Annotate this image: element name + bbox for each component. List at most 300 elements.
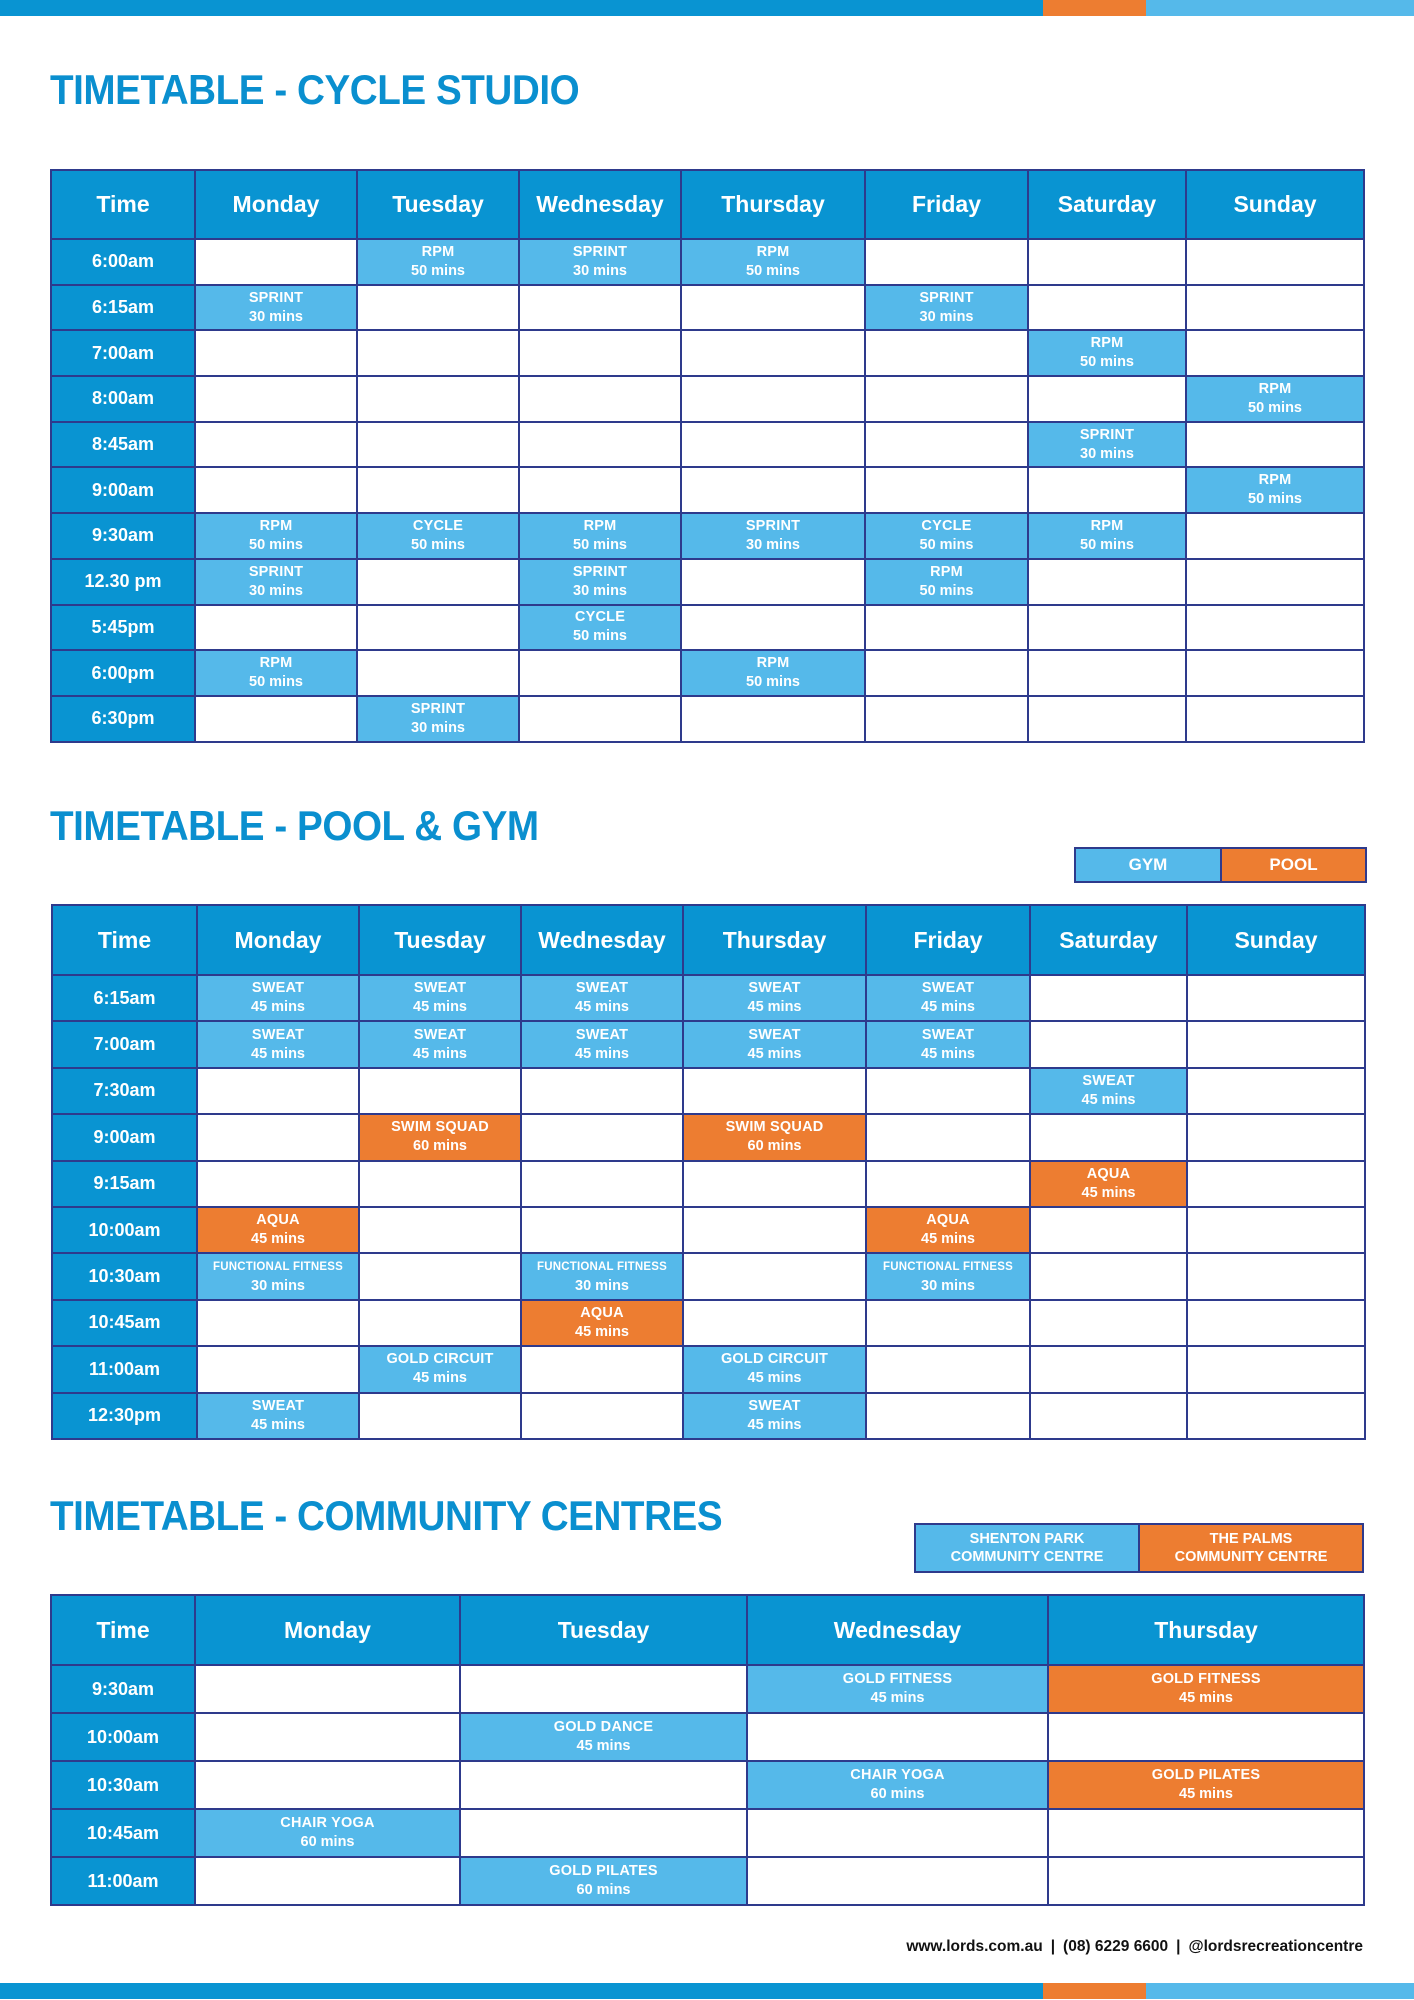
empty-slot: [197, 1114, 359, 1160]
time-slot: 10:45am: [51, 1809, 195, 1857]
class-name: SWEAT: [251, 1397, 305, 1414]
time-slot: 12.30 pm: [51, 559, 195, 605]
table-row: [52, 1161, 1365, 1207]
legend-shenton-park: [916, 1525, 1138, 1571]
class-duration: 30 mins: [746, 536, 800, 553]
class-duration: 45 mins: [413, 999, 467, 1016]
class-slot[interactable]: [1186, 376, 1364, 422]
empty-slot: [359, 1253, 521, 1299]
empty-slot: [683, 1161, 866, 1207]
class-duration: 50 mins: [919, 536, 974, 553]
empty-slot: [195, 605, 357, 651]
class-name: SWEAT: [1082, 1072, 1135, 1089]
empty-slot: [1030, 1346, 1187, 1392]
class-slot[interactable]: [681, 239, 865, 285]
class-duration: 45 mins: [251, 999, 305, 1016]
column-header-tuesday: Tuesday: [359, 905, 521, 975]
column-header-thursday: Thursday: [681, 170, 865, 239]
column-header-monday: Monday: [195, 170, 357, 239]
empty-slot: [1030, 1114, 1187, 1160]
empty-slot: [1028, 605, 1186, 651]
legend-palms-line1: THE PALMS: [1209, 1531, 1293, 1547]
empty-slot: [1028, 376, 1186, 422]
class-duration: 60 mins: [300, 1834, 355, 1850]
column-header-thursday: Thursday: [1048, 1595, 1364, 1665]
class-slot[interactable]: [460, 1857, 747, 1905]
empty-slot: [357, 330, 519, 376]
class-duration: 50 mins: [1080, 536, 1134, 553]
class-name: SPRINT: [410, 700, 466, 717]
time-slot: 7:00am: [52, 1021, 197, 1067]
class-slot[interactable]: [747, 1761, 1048, 1809]
time-slot: 9:30am: [51, 1665, 195, 1713]
empty-slot: [519, 285, 681, 331]
column-header-sunday: Sunday: [1186, 170, 1364, 239]
empty-slot: [1186, 239, 1364, 285]
class-slot[interactable]: [521, 1021, 683, 1067]
empty-slot: [1048, 1809, 1364, 1857]
empty-slot: [521, 1114, 683, 1160]
class-name: CYCLE: [412, 517, 464, 534]
class-name: SWEAT: [251, 1026, 305, 1043]
column-header-wednesday: Wednesday: [747, 1595, 1048, 1665]
class-name: RPM: [583, 517, 617, 534]
class-name: RPM: [1090, 335, 1124, 352]
empty-slot: [681, 467, 865, 513]
class-name: SWEAT: [748, 980, 801, 997]
class-slot[interactable]: [460, 1713, 747, 1761]
class-duration: 30 mins: [251, 1277, 305, 1294]
class-duration: 45 mins: [747, 1045, 802, 1062]
empty-slot: [1186, 650, 1364, 696]
empty-slot: [195, 1665, 460, 1713]
table-row: [52, 1207, 1365, 1253]
empty-slot: [1187, 1346, 1365, 1392]
class-duration: 45 mins: [747, 999, 802, 1016]
empty-slot: [521, 1346, 683, 1392]
class-slot[interactable]: [519, 605, 681, 651]
empty-slot: [866, 1068, 1030, 1114]
empty-slot: [1187, 1207, 1365, 1253]
class-slot[interactable]: [197, 1021, 359, 1067]
empty-slot: [1048, 1857, 1364, 1905]
class-slot[interactable]: [1030, 1161, 1187, 1207]
class-slot[interactable]: [521, 975, 683, 1021]
empty-slot: [519, 422, 681, 468]
class-slot[interactable]: [1048, 1665, 1364, 1713]
time-slot: 6:15am: [51, 285, 195, 331]
empty-slot: [357, 650, 519, 696]
empty-slot: [357, 376, 519, 422]
table-row: [51, 1761, 1364, 1809]
separator: |: [1050, 1938, 1056, 1955]
class-name: AQUA: [926, 1212, 970, 1229]
empty-slot: [747, 1857, 1048, 1905]
class-slot[interactable]: [683, 1114, 866, 1160]
column-header-sunday: Sunday: [1187, 905, 1365, 975]
class-duration: 30 mins: [249, 582, 303, 599]
class-duration: 30 mins: [919, 308, 974, 325]
class-slot[interactable]: [1028, 330, 1186, 376]
class-name: AQUA: [256, 1212, 300, 1229]
empty-slot: [519, 696, 681, 742]
empty-slot: [866, 1300, 1030, 1346]
class-slot[interactable]: [865, 559, 1028, 605]
class-slot[interactable]: [1028, 513, 1186, 559]
top-color-bar: [0, 0, 1414, 16]
table-row: [51, 239, 1364, 285]
empty-slot: [865, 330, 1028, 376]
empty-slot: [195, 330, 357, 376]
class-slot[interactable]: [195, 1809, 460, 1857]
empty-slot: [865, 422, 1028, 468]
column-header-friday: Friday: [865, 170, 1028, 239]
class-duration: 50 mins: [919, 582, 974, 599]
table-row: [52, 1300, 1365, 1346]
social-handle[interactable]: @lordsrecreationcentre: [1188, 1938, 1363, 1955]
time-slot: 9:15am: [52, 1161, 197, 1207]
header-row: [52, 905, 1365, 975]
legend-the-palms: [1138, 1525, 1362, 1571]
class-name: FUNCTIONAL FITNESS: [213, 1260, 343, 1273]
column-header-thursday: Thursday: [683, 905, 866, 975]
class-slot[interactable]: [866, 1253, 1030, 1299]
column-header-monday: Monday: [195, 1595, 460, 1665]
class-slot[interactable]: [357, 513, 519, 559]
empty-slot: [866, 1346, 1030, 1392]
empty-slot: [460, 1809, 747, 1857]
empty-slot: [683, 1207, 866, 1253]
empty-slot: [1187, 1300, 1365, 1346]
class-duration: 45 mins: [575, 999, 629, 1016]
empty-slot: [521, 1393, 683, 1439]
community-centres-timetable: [50, 1594, 1365, 1906]
class-duration: 50 mins: [573, 628, 627, 645]
class-duration: 50 mins: [1248, 491, 1302, 508]
class-slot[interactable]: [865, 513, 1028, 559]
empty-slot: [1030, 1207, 1187, 1253]
column-header-saturday: Saturday: [1030, 905, 1187, 975]
empty-slot: [1030, 1300, 1187, 1346]
class-slot[interactable]: [866, 1021, 1030, 1067]
class-duration: 50 mins: [249, 536, 303, 553]
time-slot: 8:00am: [51, 376, 195, 422]
table-row: [52, 1346, 1365, 1392]
empty-slot: [1048, 1713, 1364, 1761]
class-name: GOLD PILATES: [1151, 1767, 1261, 1783]
column-header-time: Time: [51, 1595, 195, 1665]
class-slot[interactable]: [519, 239, 681, 285]
class-name: GOLD DANCE: [553, 1719, 654, 1735]
website-link[interactable]: www.lords.com.au: [906, 1938, 1043, 1955]
empty-slot: [1186, 605, 1364, 651]
table-row: [52, 1393, 1365, 1439]
footer-contact: [906, 1938, 1363, 1956]
empty-slot: [1028, 285, 1186, 331]
empty-slot: [681, 696, 865, 742]
table-row: [52, 1253, 1365, 1299]
class-slot[interactable]: [357, 696, 519, 742]
class-slot[interactable]: [521, 1300, 683, 1346]
empty-slot: [1186, 559, 1364, 605]
class-name: AQUA: [580, 1304, 624, 1321]
empty-slot: [357, 467, 519, 513]
empty-slot: [195, 1857, 460, 1905]
class-name: SWIM SQUAD: [725, 1119, 824, 1136]
class-duration: 30 mins: [921, 1277, 975, 1294]
empty-slot: [681, 559, 865, 605]
empty-slot: [195, 376, 357, 422]
class-slot[interactable]: [521, 1253, 683, 1299]
pool-gym-timetable: [51, 904, 1366, 1440]
class-name: SPRINT: [1079, 426, 1135, 443]
empty-slot: [359, 1068, 521, 1114]
class-duration: 45 mins: [747, 1370, 802, 1387]
table-row: [51, 696, 1364, 742]
class-slot[interactable]: [357, 239, 519, 285]
class-slot[interactable]: [1186, 467, 1364, 513]
table-row: [51, 513, 1364, 559]
empty-slot: [1187, 1114, 1365, 1160]
class-duration: 30 mins: [1080, 445, 1134, 462]
class-slot[interactable]: [681, 650, 865, 696]
class-name: SPRINT: [745, 517, 801, 534]
empty-slot: [1028, 696, 1186, 742]
empty-slot: [519, 330, 681, 376]
empty-slot: [681, 330, 865, 376]
class-duration: 45 mins: [921, 999, 975, 1016]
table-row: [52, 1114, 1365, 1160]
empty-slot: [865, 605, 1028, 651]
empty-slot: [460, 1761, 747, 1809]
column-header-time: Time: [51, 170, 195, 239]
empty-slot: [865, 376, 1028, 422]
class-duration: 50 mins: [746, 262, 800, 279]
table-row: [51, 1809, 1364, 1857]
empty-slot: [357, 605, 519, 651]
empty-slot: [195, 467, 357, 513]
class-duration: 45 mins: [413, 1045, 467, 1062]
table-row: [51, 605, 1364, 651]
empty-slot: [1028, 559, 1186, 605]
class-name: AQUA: [1086, 1165, 1131, 1182]
class-slot[interactable]: [359, 975, 521, 1021]
class-slot[interactable]: [865, 285, 1028, 331]
class-name: CYCLE: [574, 609, 626, 626]
empty-slot: [681, 285, 865, 331]
pool-gym-legend: [1074, 847, 1367, 883]
column-header-time: Time: [52, 905, 197, 975]
legend-shenton-line2: COMMUNITY CENTRE: [950, 1549, 1104, 1565]
class-slot[interactable]: [359, 1114, 521, 1160]
class-slot[interactable]: [195, 513, 357, 559]
empty-slot: [865, 239, 1028, 285]
class-slot[interactable]: [359, 1346, 521, 1392]
class-duration: 30 mins: [575, 1277, 629, 1294]
empty-slot: [359, 1161, 521, 1207]
time-slot: 10:30am: [51, 1761, 195, 1809]
time-slot: 7:30am: [52, 1068, 197, 1114]
class-slot[interactable]: [197, 975, 359, 1021]
class-duration: 30 mins: [249, 308, 303, 325]
empty-slot: [357, 422, 519, 468]
class-slot[interactable]: [197, 1207, 359, 1253]
table-row: [51, 1665, 1364, 1713]
class-duration: 60 mins: [747, 1138, 802, 1155]
table-row: [51, 1857, 1364, 1905]
column-header-wednesday: Wednesday: [519, 170, 681, 239]
pool-gym-title: TIMETABLE - POOL & GYM: [50, 802, 539, 849]
class-name: SWEAT: [575, 980, 629, 997]
class-name: SPRINT: [572, 563, 628, 580]
time-slot: 10:30am: [52, 1253, 197, 1299]
class-slot[interactable]: [195, 559, 357, 605]
empty-slot: [357, 285, 519, 331]
class-slot[interactable]: [195, 650, 357, 696]
bottom-color-bar: [0, 1983, 1414, 1999]
class-duration: 50 mins: [746, 674, 800, 691]
header-row: [51, 170, 1364, 239]
class-duration: 50 mins: [411, 262, 465, 279]
empty-slot: [195, 1713, 460, 1761]
separator: |: [1176, 1938, 1181, 1955]
class-name: GOLD CIRCUIT: [386, 1351, 494, 1368]
class-name: GOLD PILATES: [549, 1863, 658, 1879]
phone-number[interactable]: (08) 6229 6600: [1063, 1938, 1169, 1955]
class-name: RPM: [1258, 380, 1292, 397]
empty-slot: [1187, 1393, 1365, 1439]
empty-slot: [195, 696, 357, 742]
class-name: CYCLE: [921, 517, 972, 534]
class-slot[interactable]: [747, 1665, 1048, 1713]
time-slot: 12:30pm: [52, 1393, 197, 1439]
class-duration: 45 mins: [1081, 1184, 1136, 1201]
empty-slot: [197, 1068, 359, 1114]
empty-slot: [747, 1713, 1048, 1761]
table-row: [52, 1068, 1365, 1114]
empty-slot: [357, 559, 519, 605]
time-slot: 6:30pm: [51, 696, 195, 742]
table-row: [51, 467, 1364, 513]
column-header-wednesday: Wednesday: [521, 905, 683, 975]
table-row: [52, 1021, 1365, 1067]
class-name: RPM: [421, 243, 455, 260]
class-slot[interactable]: [359, 1021, 521, 1067]
empty-slot: [681, 422, 865, 468]
class-slot[interactable]: [197, 1253, 359, 1299]
empty-slot: [1028, 467, 1186, 513]
time-slot: 9:00am: [51, 467, 195, 513]
class-duration: 45 mins: [251, 1416, 305, 1433]
empty-slot: [683, 1253, 866, 1299]
empty-slot: [197, 1161, 359, 1207]
column-header-friday: Friday: [866, 905, 1030, 975]
empty-slot: [1187, 1021, 1365, 1067]
empty-slot: [359, 1393, 521, 1439]
class-duration: 45 mins: [251, 1231, 305, 1248]
class-name: SWEAT: [921, 980, 975, 997]
class-slot[interactable]: [1028, 422, 1186, 468]
class-duration: 45 mins: [747, 1416, 802, 1433]
class-slot[interactable]: [195, 285, 357, 331]
class-slot[interactable]: [1048, 1761, 1364, 1809]
empty-slot: [197, 1300, 359, 1346]
empty-slot: [1186, 285, 1364, 331]
class-slot[interactable]: [866, 975, 1030, 1021]
empty-slot: [866, 1161, 1030, 1207]
empty-slot: [865, 467, 1028, 513]
empty-slot: [1186, 330, 1364, 376]
class-slot[interactable]: [866, 1207, 1030, 1253]
class-slot[interactable]: [683, 1346, 866, 1392]
empty-slot: [681, 605, 865, 651]
class-duration: 50 mins: [573, 536, 627, 553]
class-slot[interactable]: [519, 513, 681, 559]
class-slot[interactable]: [683, 975, 866, 1021]
column-header-tuesday: Tuesday: [460, 1595, 747, 1665]
time-slot: 11:00am: [52, 1346, 197, 1392]
table-row: [52, 975, 1365, 1021]
class-slot[interactable]: [683, 1393, 866, 1439]
class-name: RPM: [259, 655, 293, 672]
cycle-studio-title: TIMETABLE - CYCLE STUDIO: [50, 66, 580, 113]
community-centres-title: TIMETABLE - COMMUNITY CENTRES: [50, 1492, 723, 1539]
cycle-studio-timetable: [50, 169, 1365, 743]
time-slot: 9:30am: [51, 513, 195, 559]
class-name: SPRINT: [248, 289, 304, 306]
legend-shenton-line1: SHENTON PARK: [969, 1531, 1085, 1547]
class-name: RPM: [756, 655, 790, 672]
class-slot[interactable]: [1030, 1068, 1187, 1114]
class-slot[interactable]: [519, 559, 681, 605]
class-name: RPM: [1090, 517, 1124, 534]
empty-slot: [1187, 1253, 1365, 1299]
time-slot: 6:00am: [51, 239, 195, 285]
class-name: SPRINT: [572, 243, 628, 260]
class-slot[interactable]: [681, 513, 865, 559]
class-name: SPRINT: [248, 563, 304, 580]
empty-slot: [865, 650, 1028, 696]
class-duration: 60 mins: [870, 1786, 925, 1802]
class-name: RPM: [930, 563, 963, 580]
time-slot: 6:00pm: [51, 650, 195, 696]
class-name: SWEAT: [413, 1026, 467, 1043]
class-duration: 45 mins: [921, 1231, 975, 1248]
class-slot[interactable]: [683, 1021, 866, 1067]
time-slot: 10:45am: [52, 1300, 197, 1346]
empty-slot: [519, 376, 681, 422]
class-name: SWIM SQUAD: [391, 1119, 489, 1136]
empty-slot: [1187, 1068, 1365, 1114]
time-slot: 8:45am: [51, 422, 195, 468]
empty-slot: [1187, 1161, 1365, 1207]
header-row: [51, 1595, 1364, 1665]
class-duration: 50 mins: [1248, 399, 1302, 416]
legend-pool: POOL: [1220, 849, 1365, 881]
class-slot[interactable]: [197, 1393, 359, 1439]
empty-slot: [1186, 696, 1364, 742]
empty-slot: [1030, 1021, 1187, 1067]
class-name: RPM: [756, 243, 790, 260]
empty-slot: [683, 1300, 866, 1346]
class-duration: 30 mins: [573, 262, 627, 279]
class-duration: 50 mins: [249, 674, 303, 691]
empty-slot: [195, 422, 357, 468]
empty-slot: [1028, 239, 1186, 285]
class-name: SWEAT: [921, 1026, 975, 1043]
empty-slot: [1187, 975, 1365, 1021]
empty-slot: [519, 650, 681, 696]
